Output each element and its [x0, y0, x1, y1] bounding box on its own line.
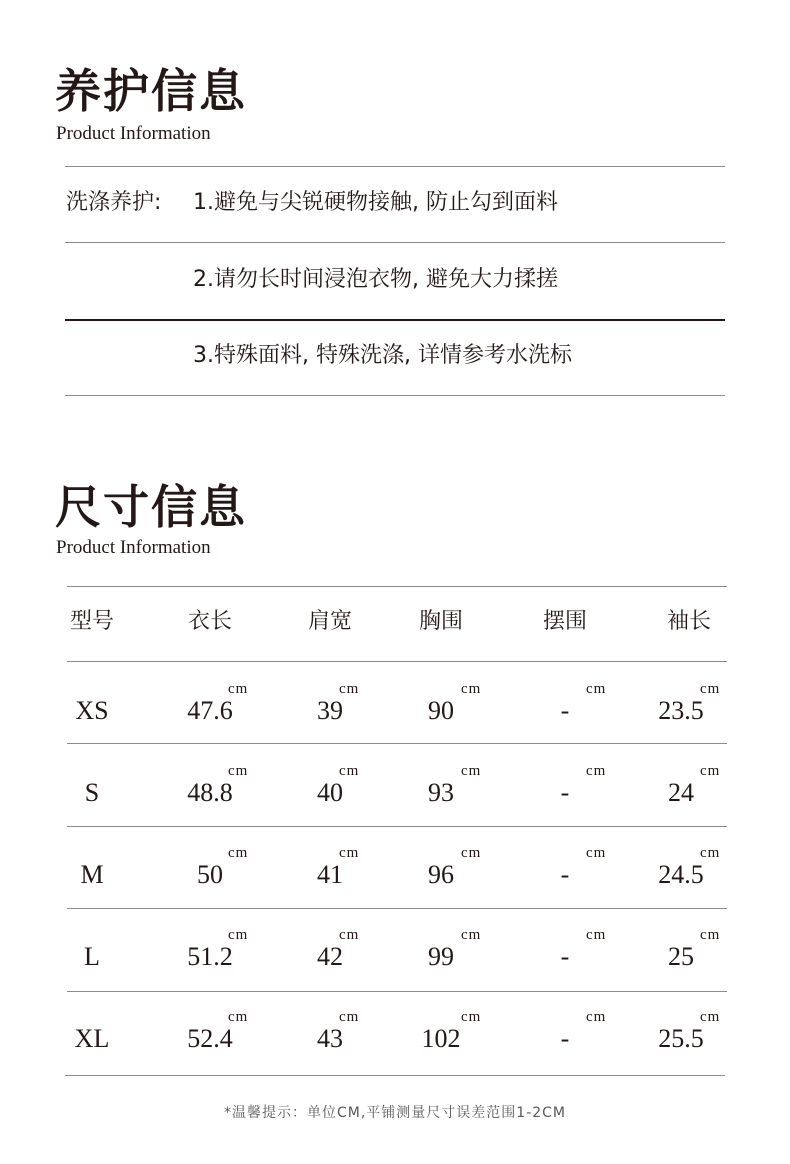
size-title: 尺寸信息: [55, 480, 247, 534]
size-cell: XS: [75, 696, 109, 725]
unit-label: cm: [228, 681, 249, 697]
divider: [65, 319, 725, 321]
header-length: 衣长: [187, 609, 233, 634]
divider: [67, 908, 727, 909]
value-cell: -: [560, 942, 570, 971]
unit-label: cm: [461, 681, 482, 697]
size-subtitle: Product Information: [56, 537, 211, 558]
value-cell: 93: [428, 778, 454, 807]
care-label: 洗涤养护:: [66, 190, 162, 215]
value-cell: -: [560, 1024, 570, 1053]
value-cell: 90: [428, 696, 454, 725]
divider: [67, 826, 727, 827]
unit-label: cm: [586, 763, 607, 779]
size-cell: S: [84, 778, 100, 807]
unit-label: cm: [228, 927, 249, 943]
header-shoulder: 肩宽: [307, 609, 353, 634]
value-cell: -: [560, 696, 570, 725]
value-cell: -: [560, 860, 570, 889]
value-cell: 47.6: [187, 696, 233, 725]
value-cell: 25.5: [658, 1024, 704, 1053]
header-model: 型号: [69, 609, 115, 634]
care-title: 养护信息: [55, 64, 247, 118]
divider: [67, 661, 727, 662]
size-cell: M: [80, 860, 104, 889]
unit-label: cm: [339, 763, 360, 779]
value-cell: 24.5: [658, 860, 704, 889]
unit-label: cm: [461, 763, 482, 779]
value-cell: 23.5: [658, 696, 704, 725]
value-cell: 41: [317, 860, 343, 889]
value-cell: 40: [317, 778, 343, 807]
value-cell: -: [560, 778, 570, 807]
unit-label: cm: [339, 681, 360, 697]
unit-label: cm: [586, 681, 607, 697]
value-cell: 102: [421, 1024, 461, 1053]
measurement-note: *温馨提示：单位CM,平铺测量尺寸误差范围1-2CM: [223, 1105, 567, 1121]
value-cell: 25: [668, 942, 694, 971]
divider: [65, 395, 725, 396]
value-cell: 96: [428, 860, 454, 889]
value-cell: 39: [317, 696, 343, 725]
header-sleeve: 袖长: [666, 609, 712, 634]
value-cell: 24: [668, 778, 694, 807]
header-chest: 胸围: [418, 609, 464, 634]
unit-label: cm: [339, 1009, 360, 1025]
divider: [67, 743, 727, 744]
unit-label: cm: [461, 845, 482, 861]
unit-label: cm: [461, 1009, 482, 1025]
value-cell: 99: [428, 942, 454, 971]
value-cell: 48.8: [187, 778, 233, 807]
unit-label: cm: [700, 681, 721, 697]
divider: [65, 166, 725, 167]
size-cell: XL: [74, 1024, 110, 1053]
unit-label: cm: [586, 845, 607, 861]
unit-label: cm: [700, 927, 721, 943]
divider: [67, 991, 727, 992]
care-item-1: 1.避免与尖锐硬物接触, 防止勾到面料: [193, 190, 558, 215]
unit-label: cm: [228, 845, 249, 861]
care-subtitle: Product Information: [56, 123, 211, 144]
unit-label: cm: [228, 763, 249, 779]
divider: [65, 242, 725, 243]
size-cell: L: [84, 942, 100, 971]
value-cell: 52.4: [187, 1024, 233, 1053]
table-top-border: [67, 586, 727, 587]
unit-label: cm: [700, 763, 721, 779]
unit-label: cm: [700, 845, 721, 861]
value-cell: 43: [317, 1024, 343, 1053]
value-cell: 50: [197, 860, 223, 889]
care-item-2: 2.请勿长时间浸泡衣物, 避免大力揉搓: [193, 267, 558, 292]
value-cell: 51.2: [187, 942, 233, 971]
unit-label: cm: [461, 927, 482, 943]
unit-label: cm: [586, 927, 607, 943]
unit-label: cm: [228, 1009, 249, 1025]
unit-label: cm: [586, 1009, 607, 1025]
unit-label: cm: [700, 1009, 721, 1025]
header-hem: 摆围: [542, 609, 588, 634]
unit-label: cm: [339, 927, 360, 943]
table-bottom-border: [65, 1075, 725, 1076]
care-item-3: 3.特殊面料, 特殊洗涤, 详情参考水洗标: [193, 343, 572, 368]
value-cell: 42: [317, 942, 343, 971]
unit-label: cm: [339, 845, 360, 861]
